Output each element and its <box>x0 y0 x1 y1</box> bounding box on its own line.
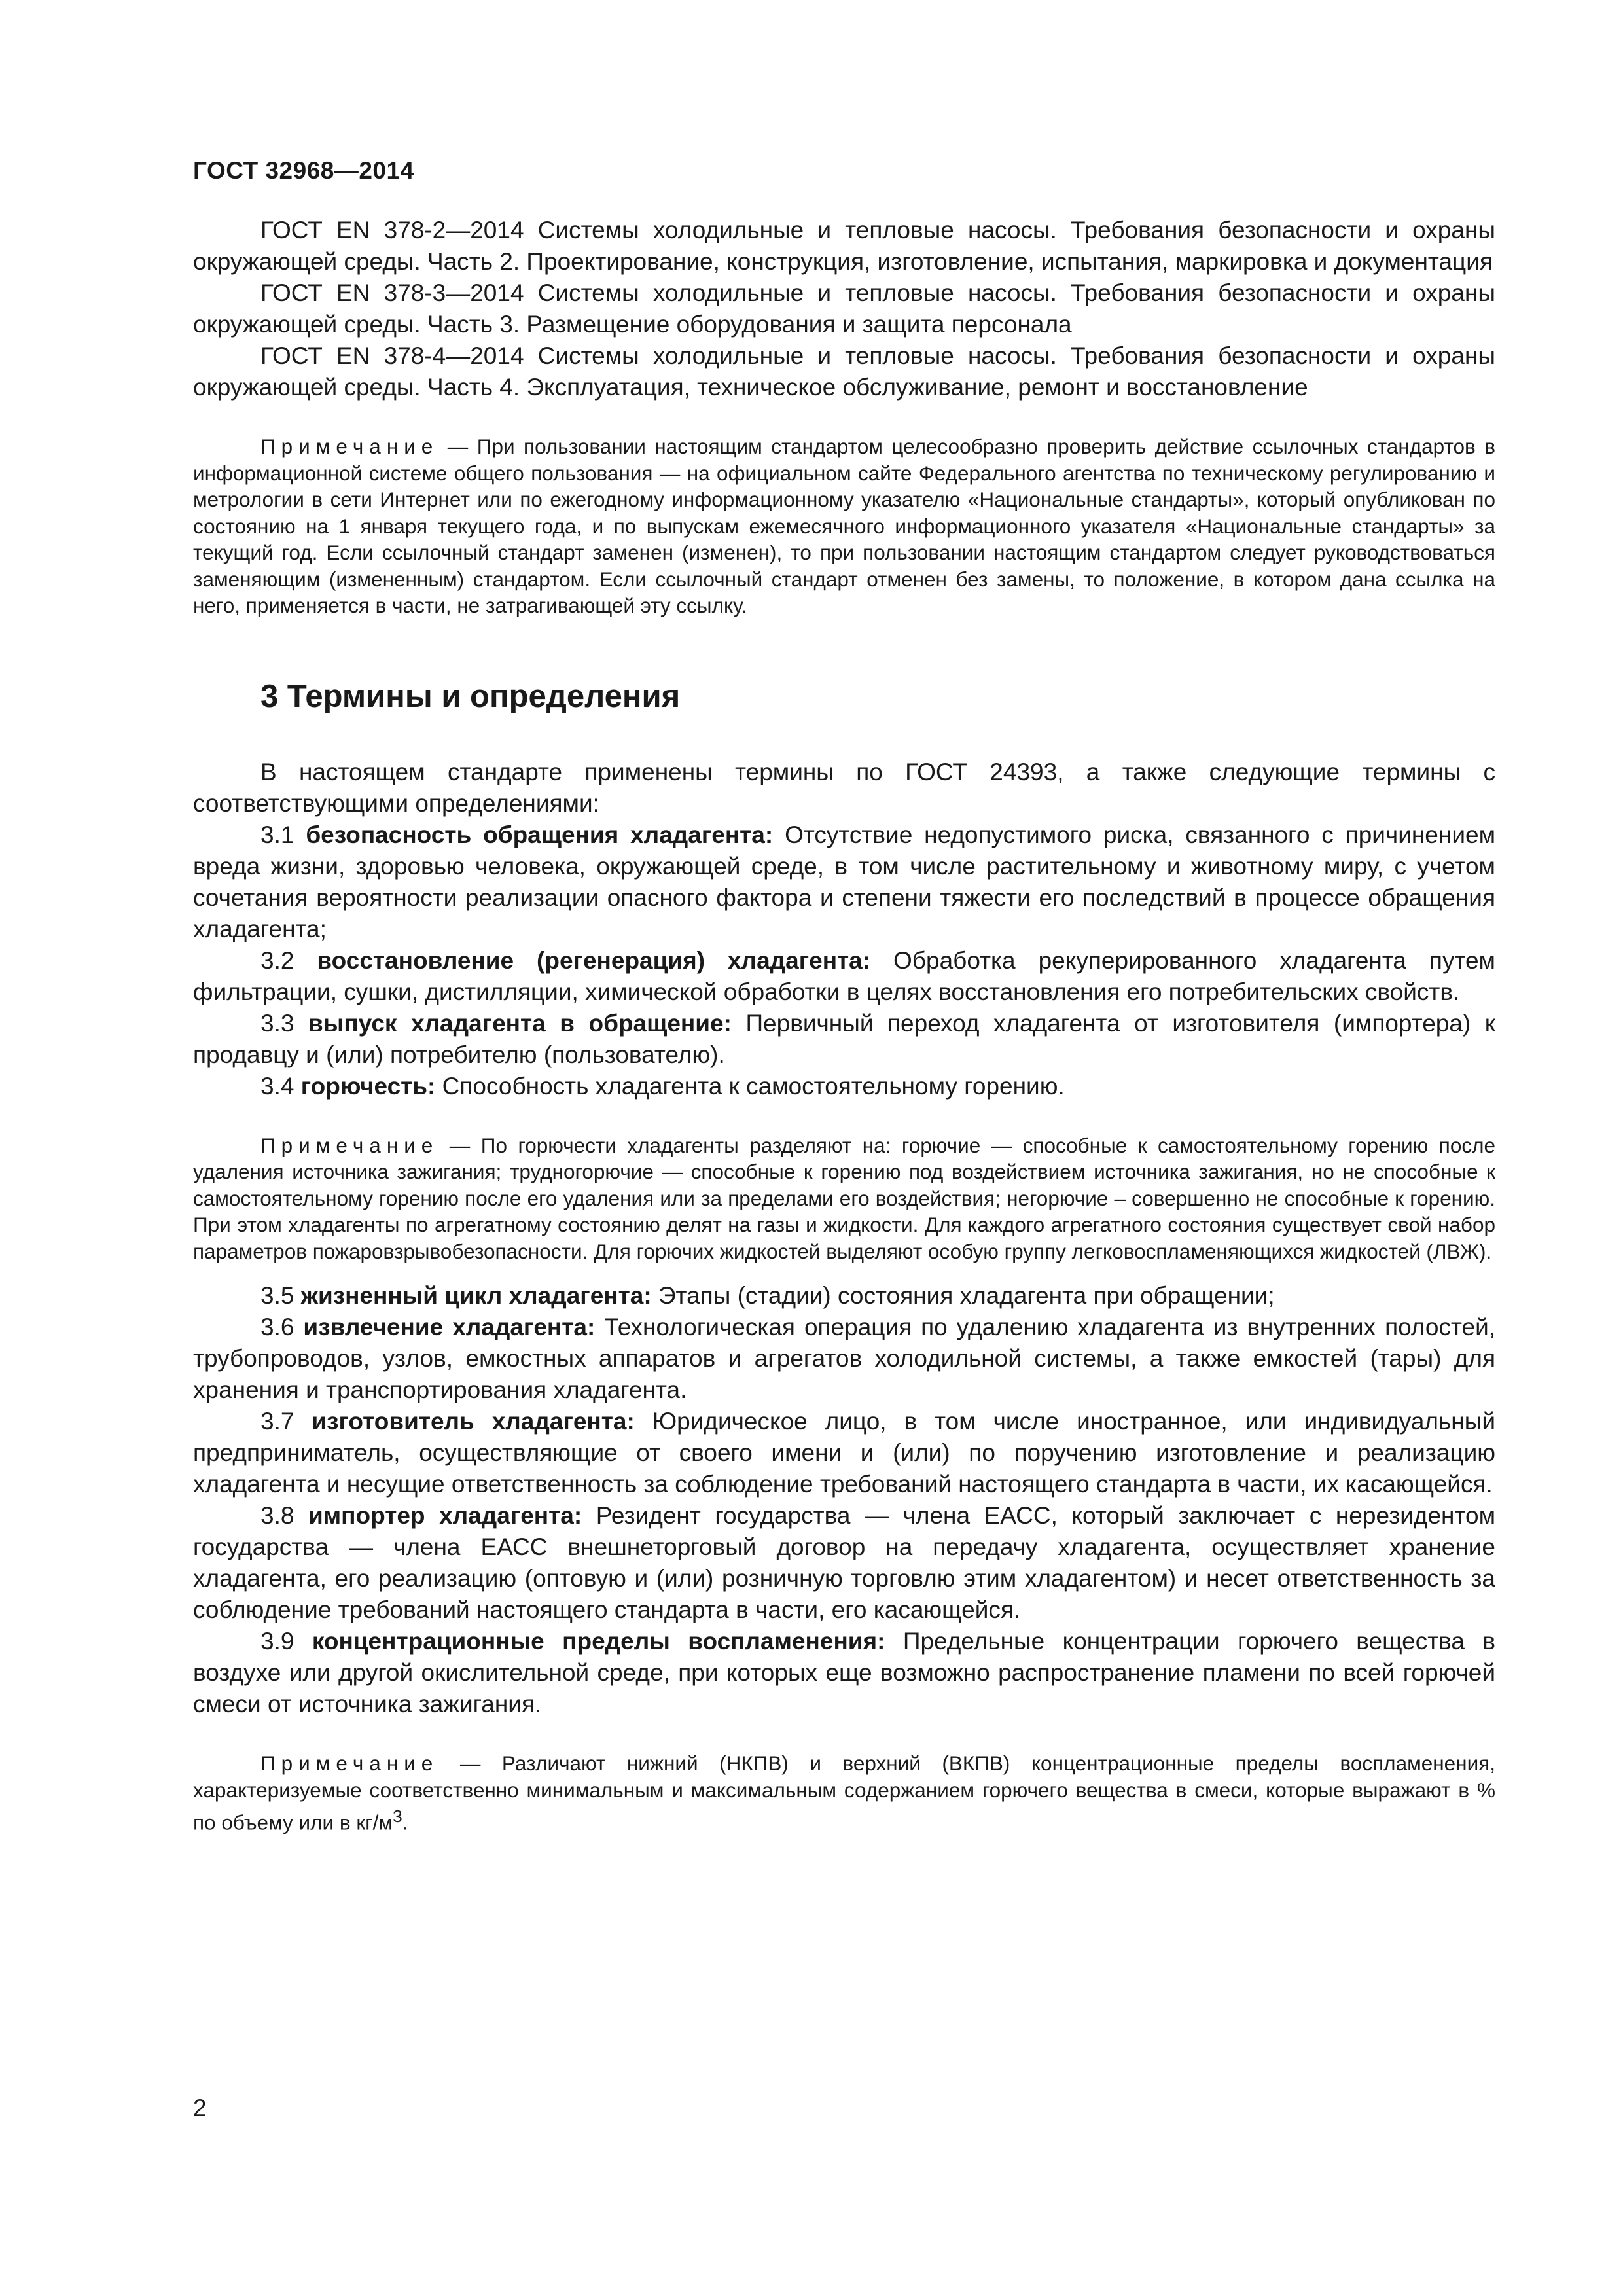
term-number: 3.5 <box>260 1282 294 1309</box>
term-3-8 <box>193 1500 1495 1626</box>
note-label: Примечание <box>260 1751 439 1775</box>
note-end: . <box>402 1810 408 1835</box>
term-number: 3.4 <box>260 1072 294 1100</box>
document-page <box>193 157 1495 1836</box>
section-intro: В настоящем стандарте применены термины по ГОСТ 24393, а также следующие термины с соответствующими определениями: <box>193 758 1495 817</box>
term-name: изготовитель хладагента: <box>312 1408 635 1435</box>
term-3-5 <box>193 1280 1495 1312</box>
term-3-6 <box>193 1312 1495 1406</box>
term-definition: Юридическое лицо, в том числе иностранное, или индивидуальный предприниматель, осуществляющие от своего имени и (или) по поручению изготовление и реализацию хладагента и несущие ответственность за соблюдение требований настоящего стандарта в части, их касающейся. <box>193 1408 1495 1498</box>
term-number: 3.6 <box>260 1314 294 1340</box>
reference-gost-en-378-2: ГОСТ EN 378-2—2014 Системы холодильные и тепловые насосы. Требования безопасности и охраны окружающей среды. Часть 2. Проектирование, конструкция, изготовление, испытания, маркировка и документация <box>193 217 1495 275</box>
document-header: ГОСТ 32968—2014 <box>193 157 414 184</box>
page-number: 2 <box>193 2094 207 2121</box>
note-dash: — <box>438 1751 502 1775</box>
reference-gost-en-378-3: ГОСТ EN 378-3—2014 Системы холодильные и тепловые насосы. Требования безопасности и охраны окружающей среды. Часть 3. Размещение оборудования и защита персонала <box>193 279 1495 338</box>
section-title: 3 Термины и определения <box>260 678 681 714</box>
note-references <box>193 433 1495 619</box>
term-definition: Отсутствие недопустимого риска, связанного с причинением вреда жизни, здоровью человека, окружающей среде, в том числе растительному и животному миру, с учетом сочетания вероятности реализации опасного фактора и степени тяжести его последствий в процессе обращения хладагента; <box>193 821 1496 942</box>
term-3-7 <box>193 1406 1495 1500</box>
term-definition: Технологическая операция по удалению хладагента из внутренних полостей, трубопроводов, узлов, емкостных аппаратов и агрегатов холодильной системы, а также емкостей (тары) для хранения и транспортирования хладагента. <box>193 1314 1496 1403</box>
term-definition: Способность хладагента к самостоятельному горению. <box>442 1072 1065 1100</box>
term-number: 3.2 <box>260 946 294 974</box>
term-3-9 <box>193 1626 1495 1720</box>
term-name: импортер хладагента: <box>308 1502 582 1529</box>
note-dash: — <box>438 435 477 458</box>
term-3-4 <box>193 1071 1495 1102</box>
note-dash: — <box>438 1133 481 1157</box>
term-definition: Обработка рекуперированного хладагента путем фильтрации, сушки, дистилляции, химической обработки в целях восстановления его потребительских свойств. <box>193 946 1495 1005</box>
reference-gost-en-378-4: ГОСТ EN 378-4—2014 Системы холодильные и тепловые насосы. Требования безопасности и охраны окружающей среды. Часть 4. Эксплуатация, техническое обслуживание, ремонт и восстановление <box>193 342 1495 401</box>
term-name: восстановление (регенерация) хладагента: <box>317 946 871 974</box>
term-name: выпуск хладагента в обращение: <box>308 1009 732 1037</box>
term-number: 3.1 <box>260 821 294 848</box>
term-name: извлечение хладагента: <box>303 1314 596 1340</box>
term-definition: Первичный переход хладагента от изготовителя (импортера) к продавцу и (или) потребителю (пользователю). <box>193 1009 1495 1068</box>
term-3-2 <box>193 945 1495 1008</box>
term-number: 3.3 <box>260 1009 294 1037</box>
term-3-3 <box>193 1008 1495 1071</box>
note-superscript: 3 <box>393 1806 402 1826</box>
note-flammability <box>193 1132 1495 1265</box>
term-3-1 <box>193 819 1495 945</box>
term-number: 3.8 <box>260 1502 294 1529</box>
term-definition: Резидент государства — члена ЕАСС, который заключает с нерезидентом государства — члена ЕАСС внешнеторговый договор на передачу хладагента, осуществляет хранение хладагента, его реализацию (оптовую и (или) розничную торговлю этим хладагентом) и несет ответственность за соблюдение требований настоящего стандарта в части, его касающейся. <box>193 1502 1496 1623</box>
note-text: Различают нижний (НКПВ) и верхний (ВКПВ) концентрационные пределы воспламенения, характеризуемые соответственно минимальным и максимальным содержанием горючего вещества в смеси, которые выражают в % по объему или в кг/м <box>193 1751 1495 1835</box>
note-concentration-limits <box>193 1750 1495 1836</box>
term-name: концентрационные пределы воспламенения: <box>312 1628 885 1655</box>
note-label: Примечание <box>260 435 439 458</box>
term-name: горючесть: <box>300 1072 436 1100</box>
term-name: безопасность обращения хладагента: <box>306 821 774 848</box>
note-text: При пользовании настоящим стандартом целесообразно проверить действие ссылочных стандартов в информационной системе общего пользования — на официальном сайте Федерального агентства по техническому регулированию и метрологии в сети Интернет или по ежегодному информационному указателю «Национальные стандарты», который опубликован по состоянию на 1 января текущего года, и по выпускам ежемесячного информационного указателя «Национальные стандарты» за текущий год. Если ссылочный стандарт заменен (изменен), то при пользовании настоящим стандартом следует руководствоваться заменяющим (измененным) стандартом. Если ссылочный стандарт отменен без замены, то положение, в котором дана ссылка на него, применяется в части, не затрагивающей эту ссылку. <box>193 435 1495 617</box>
term-definition: Предельные концентрации горючего вещества в воздухе или другой окислительной среде, при которых еще возможно распространение пламени по всей горючей смеси от источника зажигания. <box>193 1628 1496 1717</box>
term-name: жизненный цикл хладагента: <box>300 1282 652 1309</box>
note-label: Примечание <box>260 1133 439 1157</box>
term-number: 3.9 <box>260 1628 294 1655</box>
term-definition: Этапы (стадии) состояния хладагента при обращении; <box>658 1282 1275 1309</box>
term-number: 3.7 <box>260 1408 294 1435</box>
note-text: По горючести хладагенты разделяют на: горючие — способные к самостоятельному горению после удаления источника зажигания; трудногорючие — способные к горению под воздействием источника зажигания, но не способные к самостоятельному горению после его удаления или за пределами его воздействия; негорючие – совершенно не способные к горению. При этом хладагенты по агрегатному состоянию делят на газы и жидкости. Для каждого агрегатного состояния существует свой набор параметров пожаровзрывобезопасности. Для горючих жидкостей выделяют особую группу легковоспламеняющихся жидкостей (ЛВЖ). <box>193 1133 1495 1263</box>
